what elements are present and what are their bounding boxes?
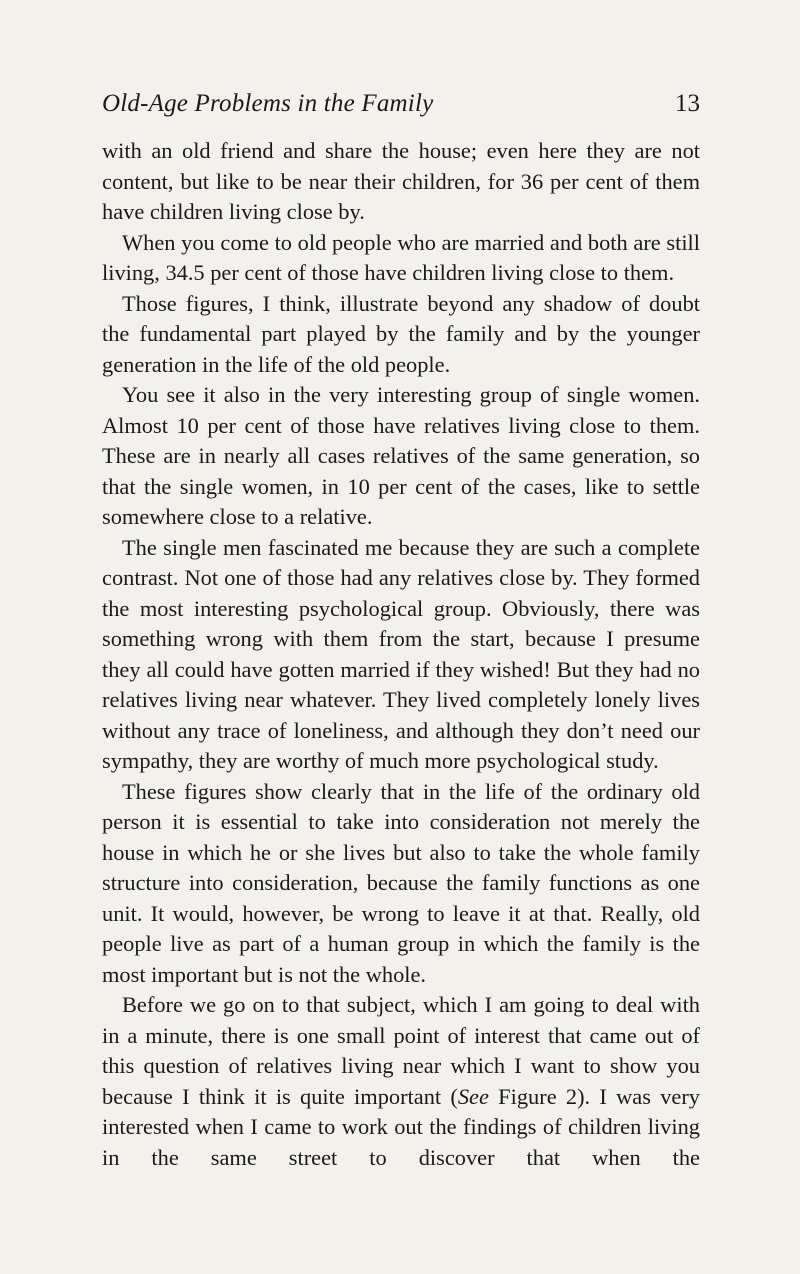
paragraph-continuation: with an old friend and share the house; even here they are not content, but like to be near their children, for 36 per cent of them have children living close by. — [102, 138, 700, 224]
paragraph-text-before-reference: Before we go on to that subject, which I am going to deal with in a minute, there is one small point of interest that came out of this question of relatives living near which I want to show you because I think it is quite important ( — [102, 992, 700, 1109]
paragraph-single-men: The single men fascinated me because they are such a complete contrast. Not one of those had any relatives close by. They formed the most interesting psychological group. Obviously, there was something wrong with them from the start, because I presume they all could have gotten married if they wished! But they had no relatives living near whatever. They lived completely lonely lives without any trace of loneliness, and although they don’t need our sympathy, they are worthy of much more psychological study. — [102, 534, 700, 773]
body-text — [102, 136, 700, 1173]
see-reference: See — [457, 1083, 489, 1109]
paragraph-family-role: Those figures, I think, illustrate beyond any shadow of doubt the fundamental part played by the family and by the younger generation in the life of the old people. — [102, 290, 700, 377]
paragraph-family-structure: These figures show clearly that in the life of the ordinary old person it is essential to take into consideration not merely the house in which he or she lives but also to take the whole family structure into consideration, because the family functions as one unit. It would, however, be wrong to leave it at that. Really, old people live as part of a human group in which the family is the most important but is not the whole. — [102, 778, 700, 987]
running-title: Old-Age Problems in the Family — [102, 90, 434, 117]
paragraph-figure-reference — [102, 990, 700, 1173]
paragraph-text-after-reference: Figure 2). I was very interested when I came to work out the findings of children living in the same street to discover that when the — [102, 1083, 701, 1170]
running-head — [102, 90, 700, 126]
page-number: 13 — [675, 90, 700, 117]
paragraph-married-couples: When you come to old people who are married and both are still living, 34.5 per cent of those have children living close to them. — [102, 229, 700, 285]
paragraph-single-women: You see it also in the very interesting group of single women. Almost 10 per cent of those have relatives living close to them. These are in nearly all cases relatives of the same generation, so that the single women, in 10 per cent of the cases, like to settle somewhere close to a relative. — [102, 382, 700, 529]
